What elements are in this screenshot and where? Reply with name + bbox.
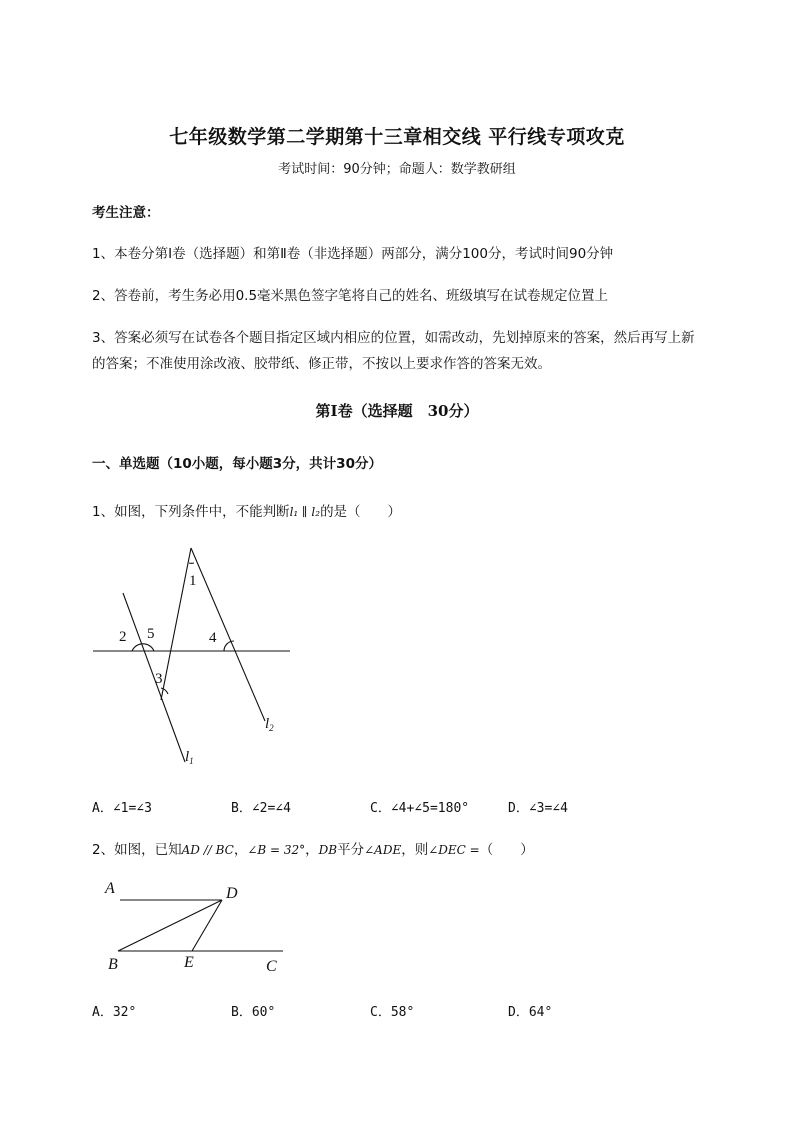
question-2-figure bbox=[100, 876, 300, 976]
question-2-sep-1: ， bbox=[233, 842, 248, 858]
question-1-suffix: 的是（ ） bbox=[320, 504, 402, 520]
angle-label-4: 4 bbox=[209, 630, 217, 646]
point-label-d: D bbox=[226, 885, 238, 902]
angle-label-3: 3 bbox=[155, 671, 163, 687]
question-2-math-1: AD // BC bbox=[181, 843, 234, 857]
page-subtitle: 考试时间：90分钟；命题人：数学教研组 bbox=[278, 162, 516, 177]
notice-item-3-line-2: 的答案；不准使用涂改液、胶带纸、修正带，不按以上要求作答的答案无效。 bbox=[92, 356, 551, 372]
question-2-prefix: 2、如图，已知 bbox=[92, 842, 182, 858]
question-2-math-2: ∠B = 32° bbox=[247, 843, 306, 857]
question-2-mid: 平分 bbox=[337, 842, 365, 858]
question-2-sep-2: ， bbox=[305, 842, 319, 858]
line-l1-label: $l_1$ bbox=[185, 749, 194, 766]
angle-label-2: 2 bbox=[119, 629, 127, 645]
question-1-option-c[interactable]: C．∠4+∠5=180° bbox=[370, 801, 470, 816]
question-2-math-5: ∠DEC = bbox=[428, 843, 480, 857]
question-1-stem bbox=[92, 500, 401, 520]
question-1-option-d[interactable]: D．∠3=∠4 bbox=[508, 801, 568, 816]
question-2-math-3: DB bbox=[318, 843, 338, 857]
question-2-suffix: （ ） bbox=[479, 842, 534, 858]
line-l2 bbox=[191, 548, 265, 721]
question-2-option-b[interactable]: B．60° bbox=[231, 1005, 276, 1020]
question-1-prefix: 1、如图，下列条件中，不能判断 bbox=[92, 504, 290, 520]
question-1-math: l₁ ∥ l₂ bbox=[289, 505, 321, 519]
point-label-a: A bbox=[105, 880, 115, 897]
point-label-e: E bbox=[184, 954, 194, 971]
page-title: 七年级数学第二学期第十三章相交线 平行线专项攻克 bbox=[169, 126, 625, 148]
notice-item-1: 1、本卷分第Ⅰ卷（选择题）和第Ⅱ卷（非选择题）两部分，满分100分，考试时间90分钟 bbox=[92, 246, 614, 262]
point-label-b: B bbox=[108, 956, 118, 973]
question-2-option-a[interactable]: A．32° bbox=[92, 1005, 137, 1020]
point-label-c: C bbox=[266, 958, 277, 975]
question-2-option-c[interactable]: C．58° bbox=[370, 1005, 415, 1020]
section-title: 第Ⅰ卷（选择题 30分） bbox=[315, 402, 479, 420]
question-1-option-b[interactable]: B．∠2=∠4 bbox=[231, 801, 291, 816]
question-2-stem bbox=[92, 838, 534, 858]
middle-line bbox=[161, 548, 191, 700]
notice-item-3-line-1: 3、答案必须写在试卷各个题目指定区域内相应的位置，如需改动，先划掉原来的答案，然后再写上新 bbox=[92, 330, 695, 346]
line-l2-label: $l_2$ bbox=[265, 716, 274, 733]
angle-label-1: 1 bbox=[189, 573, 197, 589]
question-2-math-4: ∠ADE bbox=[364, 843, 402, 857]
question-1-option-a[interactable]: A．∠1=∠3 bbox=[92, 801, 152, 816]
question-1-figure bbox=[85, 538, 300, 773]
notice-item-2: 2、答卷前，考生务必用0.5毫米黑色签字笔将自己的姓名、班级填写在试卷规定位置上 bbox=[92, 288, 609, 304]
question-2-option-d[interactable]: D．64° bbox=[508, 1005, 553, 1020]
question-2-sep-3: ，则 bbox=[401, 842, 429, 858]
angle-label-5: 5 bbox=[147, 626, 155, 642]
line-l1 bbox=[123, 593, 185, 762]
part-title: 一、单选题（10小题，每小题3分，共计30分） bbox=[92, 456, 382, 472]
notice-heading: 考生注意： bbox=[92, 205, 160, 221]
